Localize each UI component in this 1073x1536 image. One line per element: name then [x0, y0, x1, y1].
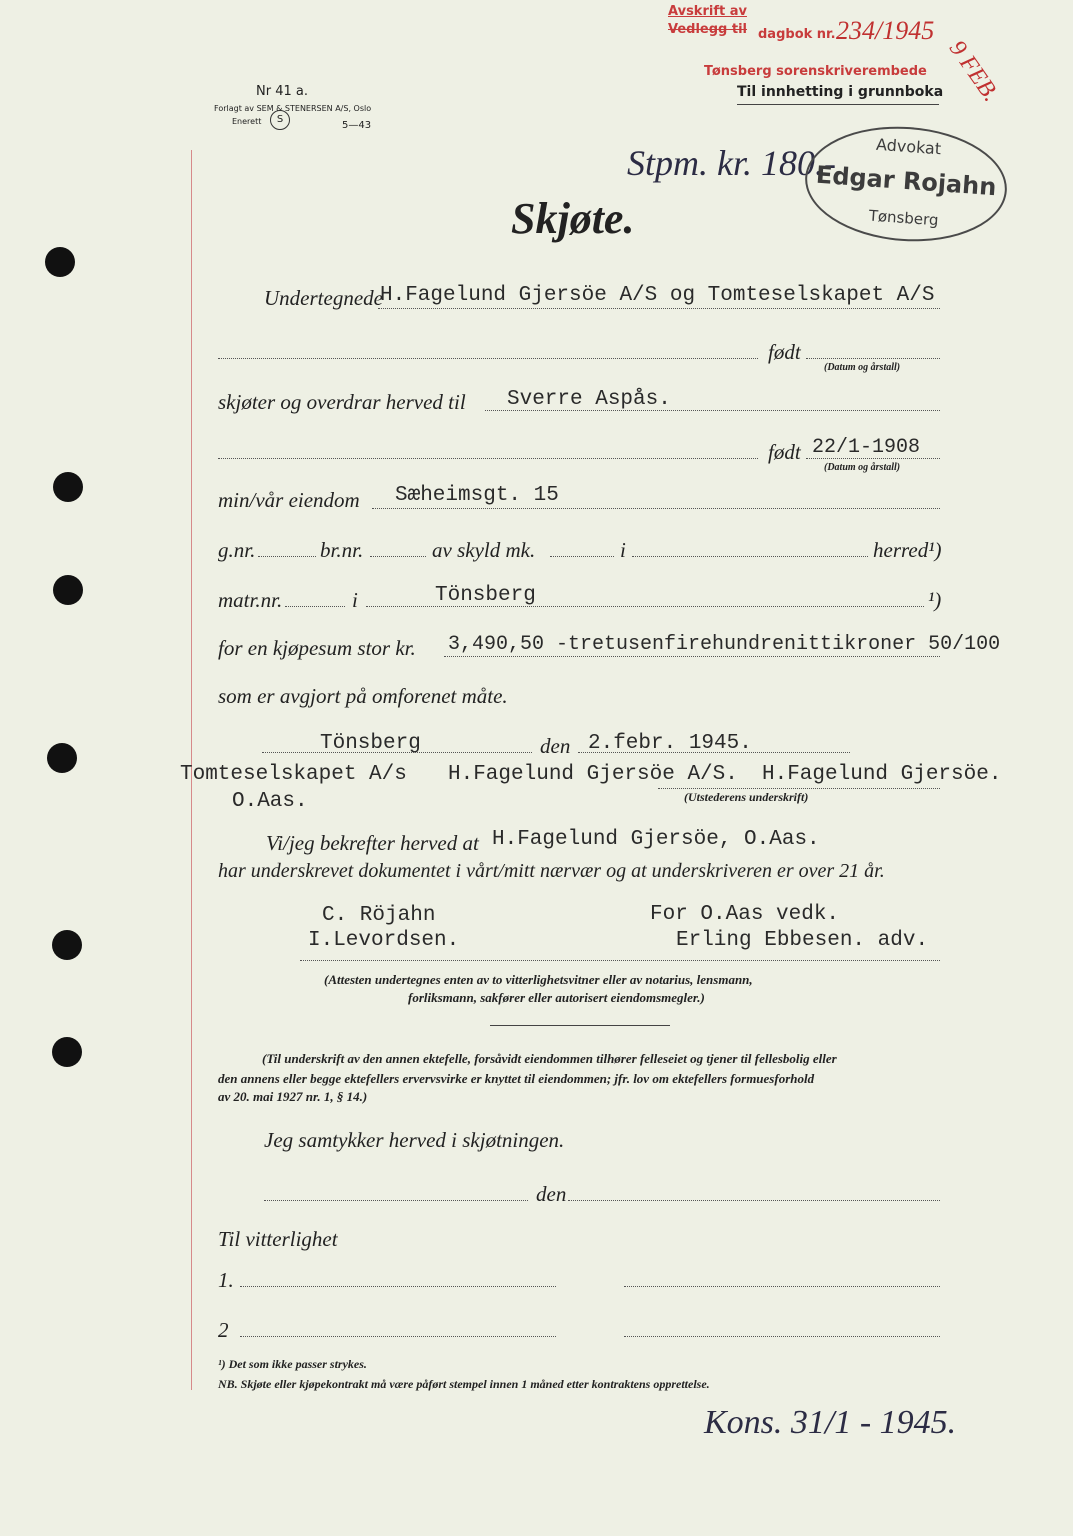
- dotted-line: [806, 358, 940, 359]
- transfer-label: skjøter og overdrar herved til: [218, 390, 466, 414]
- footnote1: ¹) Det som ikke passer strykes.: [218, 1357, 367, 1371]
- bnr-label: br.nr.: [320, 538, 364, 562]
- red-header-line1: Avskrift av: [668, 4, 747, 19]
- signature-name1: O.Aas.: [232, 790, 308, 813]
- registration-underline: [737, 104, 939, 105]
- property-label: min/vår eiendom: [218, 488, 360, 512]
- punch-hole: [52, 930, 82, 960]
- attest-note2: forliksmann, sakfører eller autorisert eiendomsmegler.): [408, 990, 705, 1005]
- signature-company1: Tomteselskapet A/s: [180, 763, 407, 786]
- born2-label: født: [768, 440, 801, 464]
- undersigned-label: Undertegnede: [264, 286, 383, 310]
- dotted-line: [372, 508, 940, 509]
- born-label: født: [768, 340, 801, 364]
- matr-value: Tönsberg: [435, 584, 536, 607]
- confirm-value: H.Fagelund Gjersöe, O.Aas.: [492, 828, 820, 851]
- stamp-duty-note: Stpm. kr. 180.-: [627, 143, 836, 183]
- dotted-line: [378, 308, 940, 309]
- skyld-label: av skyld mk.: [432, 538, 536, 562]
- registration-note: Til innhetting i grunnboka: [737, 84, 944, 100]
- spouse-note1: (Til underskrift av den annen ektefelle, forsåvidt eiendommen tilhører felleseiet og tjener til fellesbolig eller: [262, 1051, 837, 1066]
- stamp-line1: Advokat: [875, 134, 942, 159]
- form-edition: 5—43: [342, 120, 372, 131]
- punch-hole: [53, 575, 83, 605]
- witness-name3: For O.Aas vedk.: [650, 903, 840, 926]
- date-hint: (Datum og årstall): [824, 462, 901, 473]
- transfer-value: Sverre Aspås.: [507, 388, 671, 411]
- dotted-line: [485, 410, 940, 411]
- footnote2: NB. Skjøte eller kjøpekontrakt må være påført stempel innen 1 måned etter kontraktens opprettelse.: [218, 1377, 710, 1391]
- dotted-line: [578, 752, 850, 753]
- witness-name1: C. Röjahn: [322, 904, 436, 927]
- herred-label: herred¹): [873, 538, 942, 562]
- witness-number1: 1.: [218, 1268, 234, 1292]
- dotted-line: [218, 358, 758, 359]
- dotted-line: [444, 656, 940, 657]
- signature-company2: H.Fagelund Gjersöe A/S.: [448, 763, 738, 786]
- section-divider: [490, 1025, 670, 1026]
- witness-name4: Erling Ebbesen. adv.: [676, 929, 929, 952]
- signing-place: Tönsberg: [320, 732, 421, 755]
- dotted-line: [370, 556, 426, 557]
- publisher-logo: S: [270, 110, 290, 130]
- price-value: 3,490,50 -tretusenfirehundrenittikroner 50/100: [448, 633, 1001, 656]
- confirm-label: Vi/jeg bekrefter herved at: [266, 831, 479, 855]
- dotted-line: [568, 1200, 940, 1201]
- gnr-label: g.nr.: [218, 538, 256, 562]
- dotted-line: [258, 556, 316, 557]
- dotted-line: [262, 752, 532, 753]
- signature-hint: (Utstederens underskrift): [684, 790, 809, 804]
- form-publisher: Forlagt av SEM & STENERSEN A/S, Oslo: [214, 104, 372, 113]
- signing-den-label: den: [540, 734, 571, 758]
- matr-i-label: i: [352, 588, 358, 612]
- form-rights: Enerett: [232, 117, 262, 126]
- received-date: 9 FEB.: [943, 36, 1004, 107]
- dotted-line: [218, 458, 758, 459]
- dotted-line: [366, 606, 924, 607]
- punch-hole: [52, 1037, 82, 1067]
- witness-number2: 2: [218, 1318, 229, 1342]
- red-header-line2: Vedlegg til: [668, 22, 748, 37]
- form-number: Nr 41 a.: [256, 84, 308, 99]
- lawyer-stamp: [801, 120, 1010, 248]
- born2-value: 22/1-1908: [812, 436, 921, 459]
- i-label: i: [620, 538, 626, 562]
- dotted-line: [806, 458, 940, 459]
- punch-hole: [45, 247, 75, 277]
- dotted-line: [550, 556, 614, 557]
- dagbok-number: 234/1945: [836, 16, 935, 45]
- dotted-line: [300, 960, 940, 961]
- signature-person2: H.Fagelund Gjersöe.: [762, 763, 1002, 786]
- dotted-line: [285, 606, 345, 607]
- date-hint: (Datum og årstall): [824, 362, 901, 373]
- punch-hole: [47, 743, 77, 773]
- confirm-line2: har underskrevet dokumentet i vårt/mitt nærvær og at underskriveren er over 21 år.: [218, 860, 885, 882]
- consent-text: Jeg samtykker herved i skjøtningen.: [264, 1128, 565, 1152]
- kons-handnote: Kons. 31/1 - 1945.: [704, 1404, 957, 1441]
- stamp-line2: Edgar Rojahn: [815, 160, 998, 202]
- price-label: for en kjøpesum stor kr.: [218, 636, 416, 660]
- dotted-line: [632, 556, 868, 557]
- document-title: Skjøte.: [511, 194, 635, 243]
- matr-label: matr.nr.: [218, 588, 283, 612]
- witness-heading: Til vitterlighet: [218, 1227, 338, 1251]
- dotted-line: [658, 788, 940, 789]
- undersigned-value: H.Fagelund Gjersöe A/S og Tomteselskapet A/S: [380, 284, 935, 307]
- dotted-line: [264, 1200, 528, 1201]
- property-value: Sæheimsgt. 15: [395, 484, 559, 507]
- attest-note1: (Attesten undertegnes enten av to vitterlighetsvitner eller av notarius, lensmann,: [324, 972, 753, 987]
- dotted-line: [240, 1286, 556, 1287]
- witness-name2: I.Levordsen.: [308, 929, 460, 952]
- red-header-dagbok: dagbok nr.: [758, 27, 836, 42]
- punch-hole: [53, 472, 83, 502]
- settled-text: som er avgjort på omforenet måte.: [218, 684, 508, 708]
- spouse-note2: den annens eller begge ektefellers ervervsvirke er knyttet til eiendommen; jfr. lov om ektefellers formuesforhold: [218, 1071, 815, 1086]
- consent-den-label: den: [536, 1182, 567, 1206]
- dotted-line: [624, 1286, 940, 1287]
- stamp-line3: Tønsberg: [868, 206, 940, 230]
- spouse-note3: av 20. mai 1927 nr. 1, § 14.): [218, 1089, 368, 1104]
- red-header-office: Tønsberg sorenskriverembede: [704, 64, 927, 79]
- dotted-line: [240, 1336, 556, 1337]
- dotted-line: [624, 1336, 940, 1337]
- signing-date: 2.febr. 1945.: [588, 732, 752, 755]
- matr-suffix: ¹): [928, 588, 942, 612]
